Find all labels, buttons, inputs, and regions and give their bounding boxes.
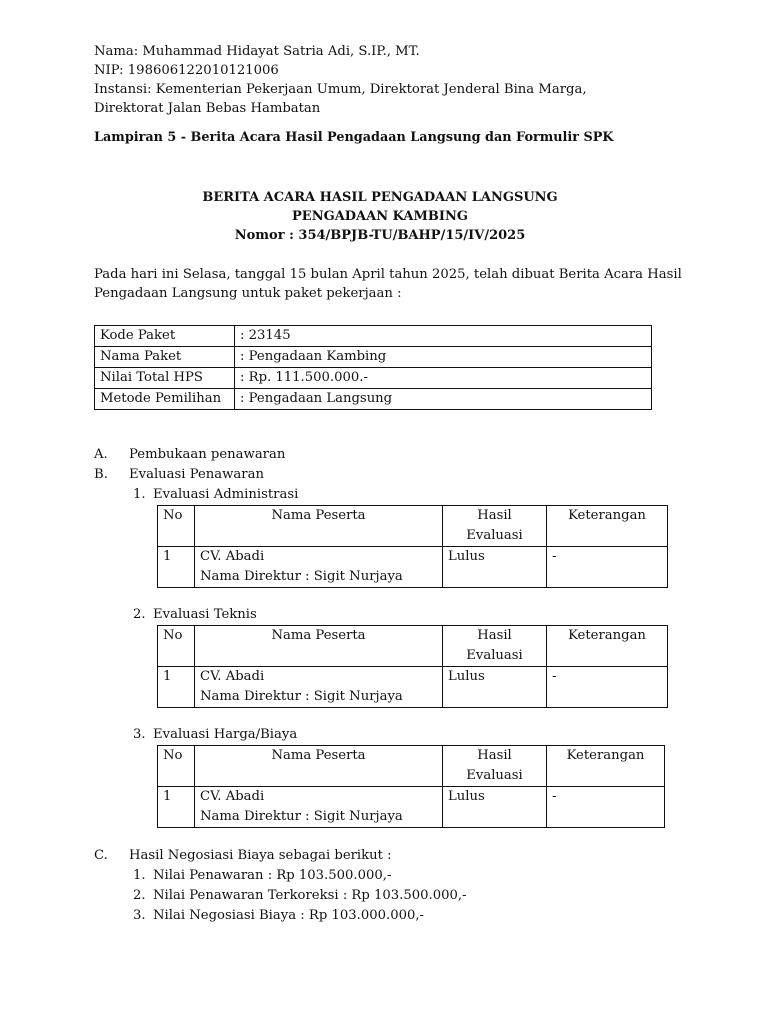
col-nama-peserta: Nama Peserta <box>195 506 443 547</box>
cell-peserta: CV. Abadi Nama Direktur : Sigit Nurjaya <box>195 547 443 588</box>
col-no: No <box>158 506 195 547</box>
info-label: Metode Pemilihan <box>95 389 235 410</box>
eval-1-heading: 1. Evaluasi Administrasi <box>133 487 299 502</box>
col-no: No <box>158 746 195 787</box>
eval-teknis-table <box>157 625 668 708</box>
table-header-row <box>158 746 665 787</box>
table-row <box>158 547 668 588</box>
table-row <box>158 667 668 708</box>
document-title <box>94 188 666 245</box>
info-label: Kode Paket <box>95 326 235 347</box>
eval-2-heading: 2. Evaluasi Teknis <box>133 607 257 622</box>
author-instansi-line2: Direktorat Jalan Bebas Hambatan <box>94 101 321 116</box>
eval-harga-table <box>157 745 665 828</box>
cell-keterangan: - <box>547 547 668 588</box>
table-row <box>95 347 652 368</box>
table-row <box>95 326 652 347</box>
section-a-text: Pembukaan penawaran <box>129 447 286 462</box>
package-info-table <box>94 325 652 410</box>
table-row <box>95 368 652 389</box>
cell-no: 1 <box>158 667 195 708</box>
col-nama-peserta: Nama Peserta <box>195 746 443 787</box>
table-header-row <box>158 626 668 667</box>
col-keterangan: Keterangan <box>547 626 668 667</box>
col-keterangan: Keterangan <box>547 506 668 547</box>
col-hasil-evaluasi: Hasil Evaluasi <box>443 626 547 667</box>
title-line-2: PENGADAAN KAMBING <box>292 209 468 224</box>
cell-peserta: CV. Abadi Nama Direktur : Sigit Nurjaya <box>195 667 443 708</box>
eval-administrasi-table <box>157 505 668 588</box>
section-b-text: Evaluasi Penawaran <box>129 467 264 482</box>
cell-no: 1 <box>158 787 195 828</box>
table-row <box>95 389 652 410</box>
table-row <box>158 787 665 828</box>
cell-peserta: CV. Abadi Nama Direktur : Sigit Nurjaya <box>195 787 443 828</box>
eval-3-heading: 3. Evaluasi Harga/Biaya <box>133 727 298 742</box>
col-hasil-evaluasi: Hasil Evaluasi <box>443 746 547 787</box>
cell-no: 1 <box>158 547 195 588</box>
section-c-text: Hasil Negosiasi Biaya sebagai berikut : <box>129 848 392 863</box>
author-nip: NIP: 198606122010121006 <box>94 63 279 78</box>
table-header-row <box>158 506 668 547</box>
section-a <box>94 445 285 464</box>
info-value: : Pengadaan Langsung <box>235 389 652 410</box>
intro-paragraph: Pada hari ini Selasa, tanggal 15 bulan April tahun 2025, telah dibuat Berita Acara Hasil Pengadaan Langsung untuk paket pekerjaan : <box>94 267 682 301</box>
info-label: Nama Paket <box>95 347 235 368</box>
author-instansi-line1: Instansi: Kementerian Pekerjaan Umum, Direktorat Jenderal Bina Marga, <box>94 82 587 97</box>
section-c-label: C. <box>94 848 108 863</box>
info-label: Nilai Total HPS <box>95 368 235 389</box>
col-no: No <box>158 626 195 667</box>
section-a-label: A. <box>94 447 108 462</box>
cell-hasil: Lulus <box>443 547 547 588</box>
author-name: Nama: Muhammad Hidayat Satria Adi, S.IP., MT. <box>94 44 420 59</box>
title-line-1: BERITA ACARA HASIL PENGADAAN LANGSUNG <box>202 190 558 205</box>
cell-hasil: Lulus <box>443 787 547 828</box>
cell-keterangan: - <box>547 667 668 708</box>
list-item: 1. Nilai Penawaran : Rp 103.500.000,- <box>133 868 392 883</box>
col-nama-peserta: Nama Peserta <box>195 626 443 667</box>
info-value: : Pengadaan Kambing <box>235 347 652 368</box>
lampiran-heading: Lampiran 5 - Berita Acara Hasil Pengadaan Langsung dan Formulir SPK <box>94 130 614 145</box>
col-keterangan: Keterangan <box>547 746 665 787</box>
section-b-label: B. <box>94 467 108 482</box>
author-block <box>94 42 704 118</box>
info-value: : 23145 <box>235 326 652 347</box>
section-b <box>94 465 264 484</box>
title-line-3: Nomor : 354/BPJB-TU/BAHP/15/IV/2025 <box>234 228 526 243</box>
section-c <box>94 846 392 865</box>
col-hasil-evaluasi: Hasil Evaluasi <box>443 506 547 547</box>
cell-hasil: Lulus <box>443 667 547 708</box>
cell-keterangan: - <box>547 787 665 828</box>
list-item: 2. Nilai Penawaran Terkoreksi : Rp 103.500.000,- <box>133 888 467 903</box>
list-item: 3. Nilai Negosiasi Biaya : Rp 103.000.000,- <box>133 908 425 923</box>
info-value: : Rp. 111.500.000.- <box>235 368 652 389</box>
